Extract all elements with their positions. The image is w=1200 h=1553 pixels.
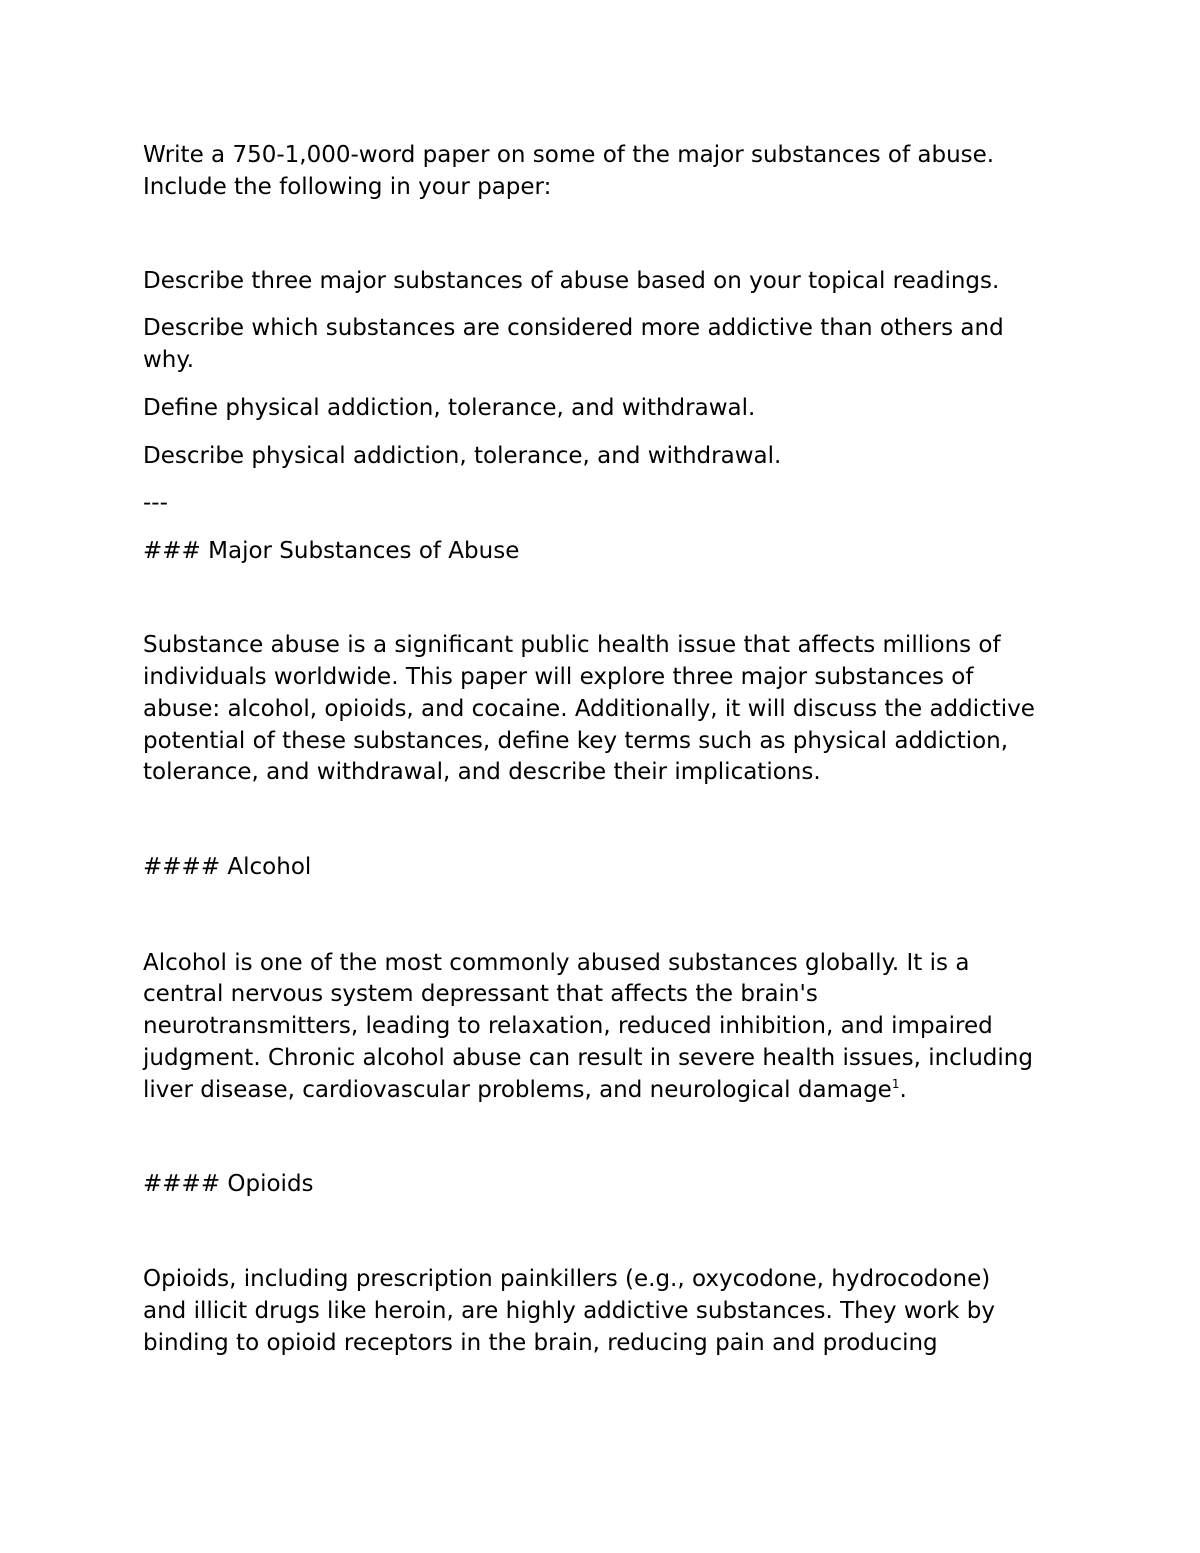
requirement-1-line-1: Describe three major substances of abuse based on your topical readings. <box>143 268 1000 294</box>
opioids-line-3: binding to opioid receptors in the brain, reducing pain and producing <box>143 1330 938 1356</box>
intro-line-1: Substance abuse is a significant public health issue that affects millions of <box>143 632 1001 658</box>
requirement-2-line-2: why. <box>143 347 195 373</box>
prompt-line-2: Include the following in your paper: <box>143 174 552 200</box>
intro-line-5: tolerance, and withdrawal, and describe their implications. <box>143 759 821 785</box>
intro-line-2: individuals worldwide. This paper will explore three major substances of <box>143 664 974 690</box>
prompt-line-1: Write a 750-1,000-word paper on some of the major substances of abuse. <box>143 142 995 168</box>
requirement-2-line-1: Describe which substances are considered more addictive than others and <box>143 315 1004 341</box>
alcohol-line-5-end: . <box>899 1077 907 1103</box>
heading-opioids: #### Opioids <box>143 1171 314 1197</box>
alcohol-line-2: central nervous system depressant that affects the brain's <box>143 981 818 1007</box>
requirement-3-line-1: Define physical addiction, tolerance, and withdrawal. <box>143 395 756 421</box>
alcohol-line-5 <box>143 1074 907 1106</box>
alcohol-line-3: neurotransmitters, leading to relaxation, reduced inhibition, and impaired <box>143 1013 993 1039</box>
intro-line-3: abuse: alcohol, opioids, and cocaine. Additionally, it will discuss the addictive <box>143 696 1035 722</box>
section-separator: --- <box>143 490 168 516</box>
alcohol-line-5-text: liver disease, cardiovascular problems, and neurological damage <box>143 1077 892 1103</box>
opioids-line-2: and illicit drugs like heroin, are highly addictive substances. They work by <box>143 1298 995 1324</box>
intro-line-4: potential of these substances, define key terms such as physical addiction, <box>143 728 1009 754</box>
alcohol-line-4: judgment. Chronic alcohol abuse can result in severe health issues, including <box>143 1045 1033 1071</box>
alcohol-line-1: Alcohol is one of the most commonly abused substances globally. It is a <box>143 950 970 976</box>
heading-major-substances: ### Major Substances of Abuse <box>143 538 520 564</box>
requirement-4-line-1: Describe physical addiction, tolerance, and withdrawal. <box>143 443 782 469</box>
opioids-line-1: Opioids, including prescription painkillers (e.g., oxycodone, hydrocodone) <box>143 1266 991 1292</box>
footnote-marker[interactable]: 1 <box>891 1077 900 1091</box>
heading-alcohol: #### Alcohol <box>143 854 312 880</box>
